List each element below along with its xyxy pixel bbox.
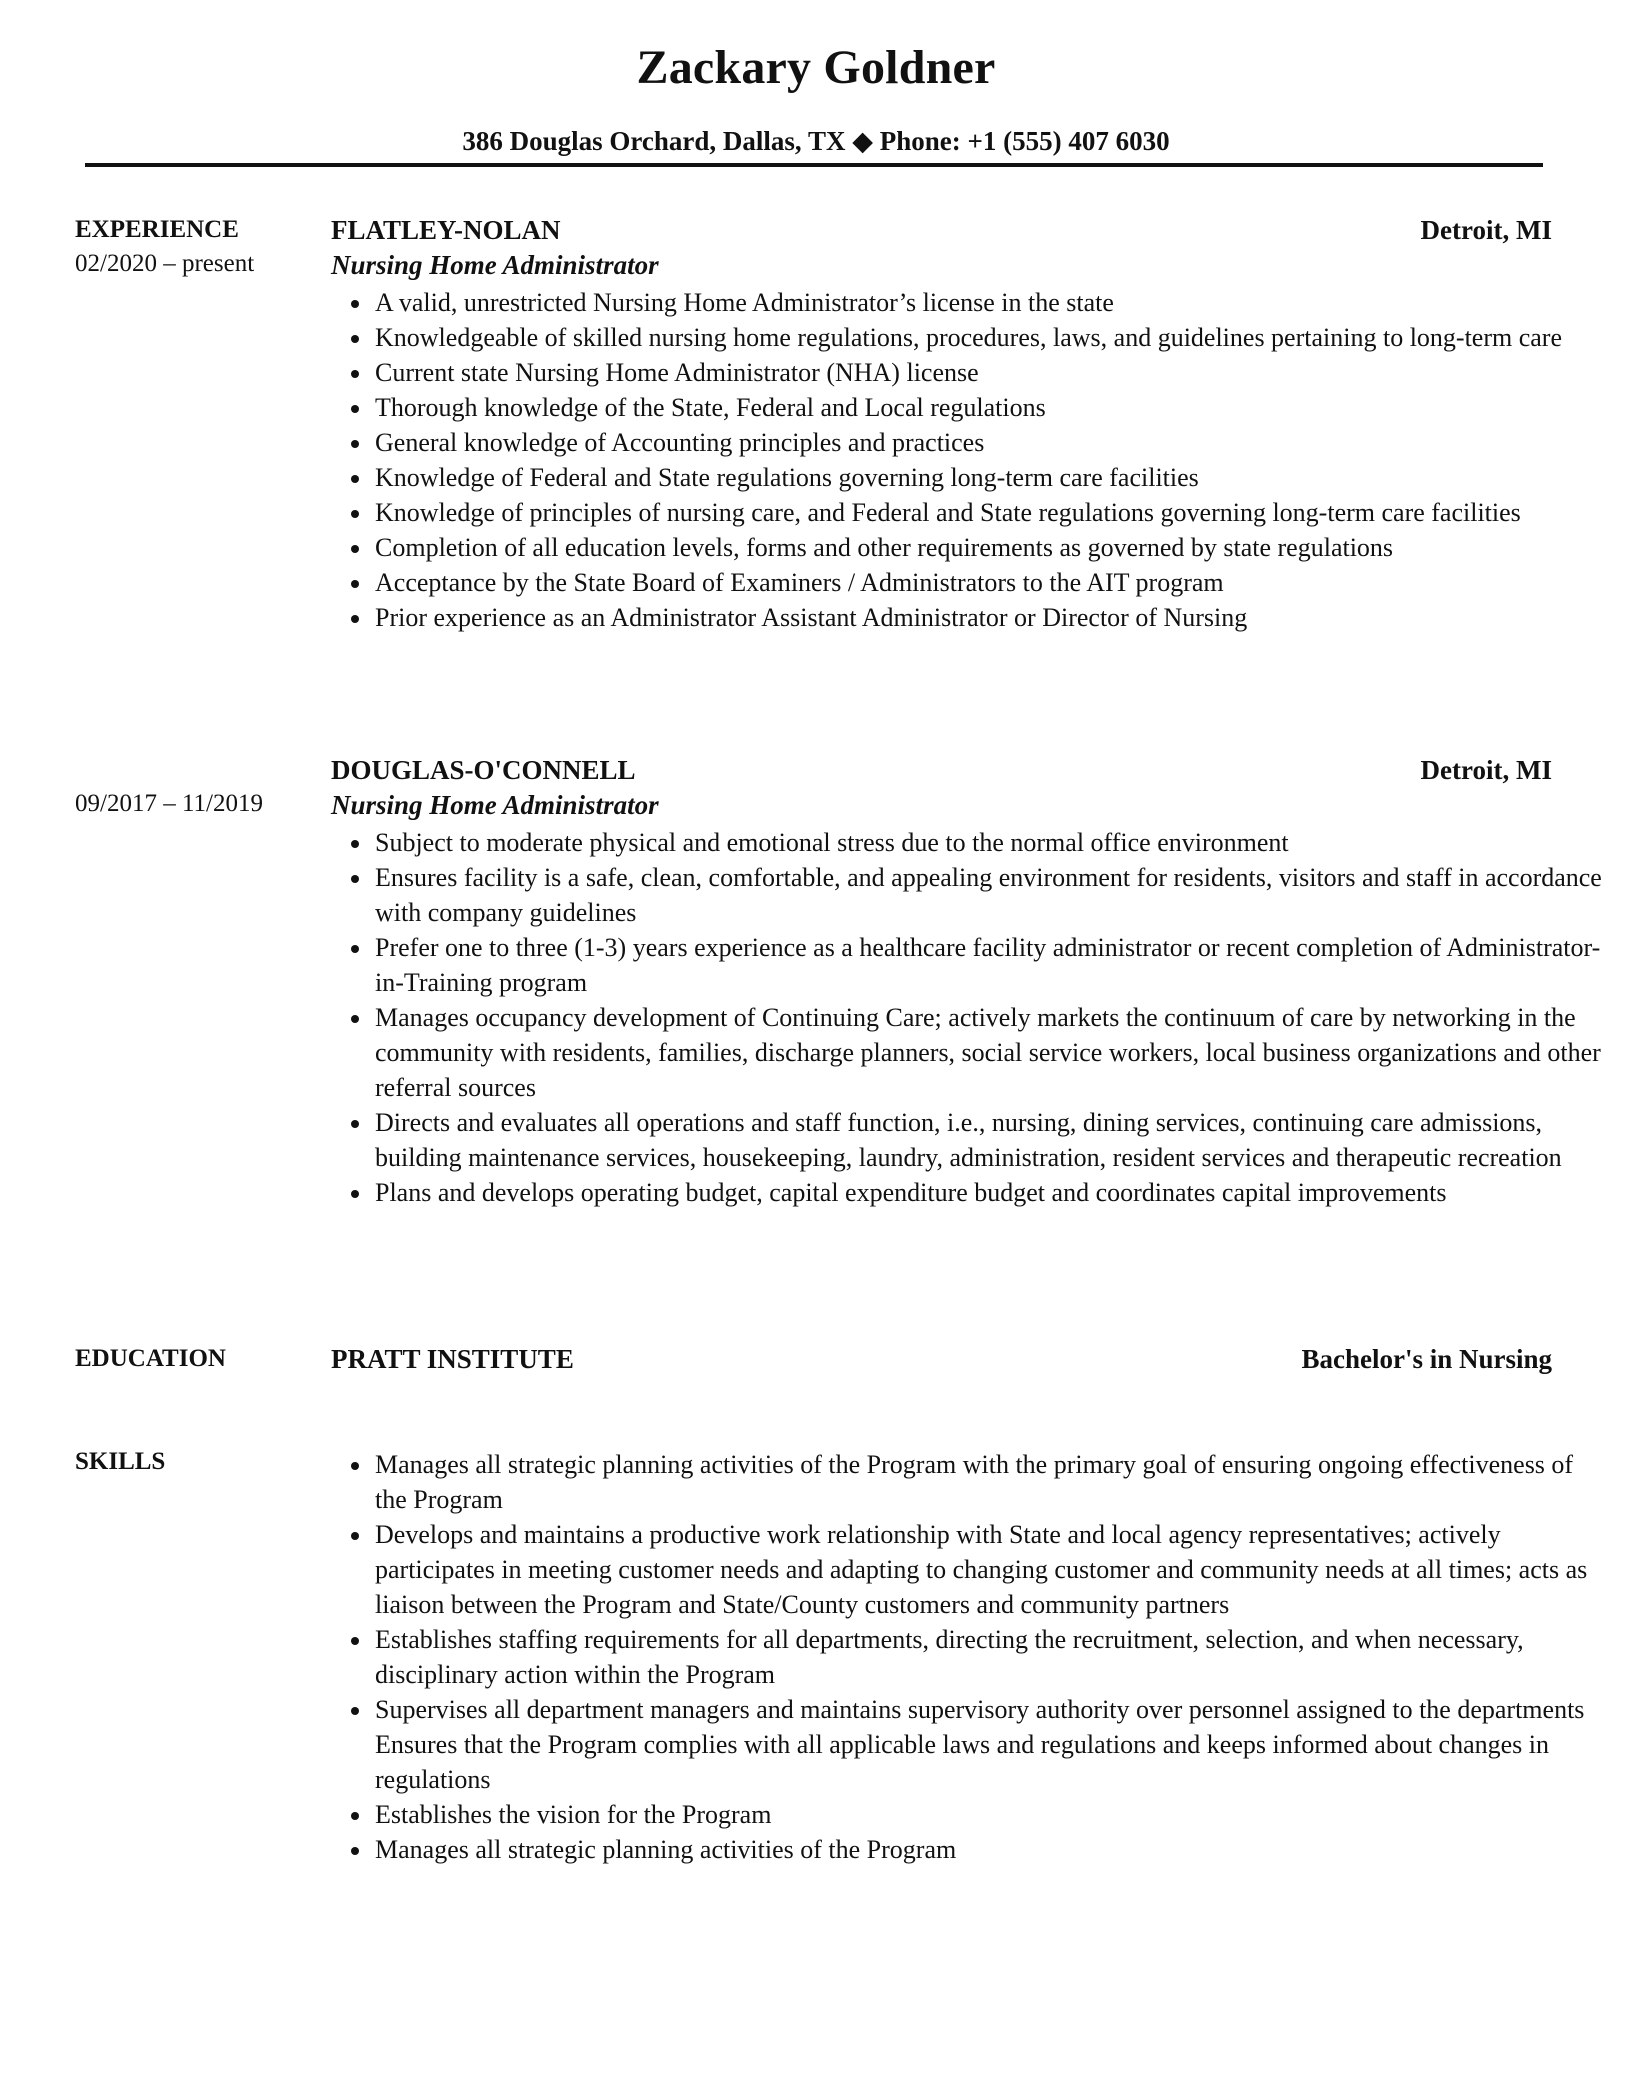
list-item: Develops and maintains a productive work relationship with State and local agency representatives; actively participates in meeting customer needs and adapting to changing customer and community needs at all times; acts as liaison between the Program and State/County customers and community partners <box>375 1517 1605 1622</box>
list-item: Knowledge of Federal and State regulations governing long-term care facilities <box>375 460 1605 495</box>
resume-name: Zackary Goldner <box>636 41 996 94</box>
list-item: Establishes the vision for the Program <box>375 1797 1605 1832</box>
job-2-bullets <box>331 825 1605 1210</box>
list-item: Manages all strategic planning activities of the Program with the primary goal of ensuring ongoing effectiveness of the Program <box>375 1447 1605 1517</box>
list-item: Current state Nursing Home Administrator (NHA) license <box>375 355 1605 390</box>
education-degree: Bachelor's in Nursing <box>1301 1344 1552 1374</box>
list-item: Plans and develops operating budget, capital expenditure budget and coordinates capital improvements <box>375 1175 1605 1210</box>
job-2-title: Nursing Home Administrator <box>331 790 659 820</box>
job-1-company: FLATLEY-NOLAN <box>331 215 561 245</box>
header-divider <box>85 163 1543 167</box>
list-item: Acceptance by the State Board of Examiners / Administrators to the AIT program <box>375 565 1605 600</box>
list-item: General knowledge of Accounting principles and practices <box>375 425 1605 460</box>
job-1-bullets <box>331 285 1605 635</box>
list-item: Supervises all department managers and maintains supervisory authority over personnel assigned to the departments Ensures that the Program complies with all applicable laws and regulations and keeps informed about changes in regulations <box>375 1692 1605 1797</box>
job-1-location: Detroit, MI <box>1420 215 1552 245</box>
section-label-experience: EXPERIENCE <box>75 216 239 243</box>
list-item: Thorough knowledge of the State, Federal and Local regulations <box>375 390 1605 425</box>
education-school: PRATT INSTITUTE <box>331 1344 574 1374</box>
list-item: Completion of all education levels, forms and other requirements as governed by state regulations <box>375 530 1605 565</box>
job-1-dates: 02/2020 – present <box>75 250 255 277</box>
list-item: Prefer one to three (1-3) years experience as a healthcare facility administrator or recent completion of Administrator-in-Training program <box>375 930 1605 1000</box>
list-item: Directs and evaluates all operations and staff function, i.e., nursing, dining services, continuing care admissions, building maintenance services, housekeeping, laundry, administration, resident services and therapeutic recreation <box>375 1105 1605 1175</box>
list-item: Manages all strategic planning activities of the Program <box>375 1832 1605 1867</box>
list-item: Establishes staffing requirements for all departments, directing the recruitment, selection, and when necessary, disciplinary action within the Program <box>375 1622 1605 1692</box>
contact-line: 386 Douglas Orchard, Dallas, TX ◆ Phone: +1 (555) 407 6030 <box>462 126 1170 156</box>
list-item: Prior experience as an Administrator Assistant Administrator or Director of Nursing <box>375 600 1605 635</box>
section-label-education: EDUCATION <box>75 1345 226 1372</box>
section-label-skills: SKILLS <box>75 1448 166 1475</box>
job-2-company: DOUGLAS-O'CONNELL <box>331 755 636 785</box>
list-item: Ensures facility is a safe, clean, comfortable, and appealing environment for residents, visitors and staff in accordance with company guidelines <box>375 860 1605 930</box>
list-item: Knowledgeable of skilled nursing home regulations, procedures, laws, and guidelines pertaining to long-term care <box>375 320 1605 355</box>
job-1-title: Nursing Home Administrator <box>331 250 659 280</box>
list-item: Subject to moderate physical and emotional stress due to the normal office environment <box>375 825 1605 860</box>
list-item: Knowledge of principles of nursing care, and Federal and State regulations governing long-term care facilities <box>375 495 1605 530</box>
job-2-dates: 09/2017 – 11/2019 <box>75 790 263 817</box>
skills-bullets <box>331 1447 1605 1867</box>
job-2-location: Detroit, MI <box>1420 755 1552 785</box>
list-item: A valid, unrestricted Nursing Home Administrator’s license in the state <box>375 285 1605 320</box>
list-item: Manages occupancy development of Continuing Care; actively markets the continuum of care by networking in the community with residents, families, discharge planners, social service workers, local business organizations and other referral sources <box>375 1000 1605 1105</box>
